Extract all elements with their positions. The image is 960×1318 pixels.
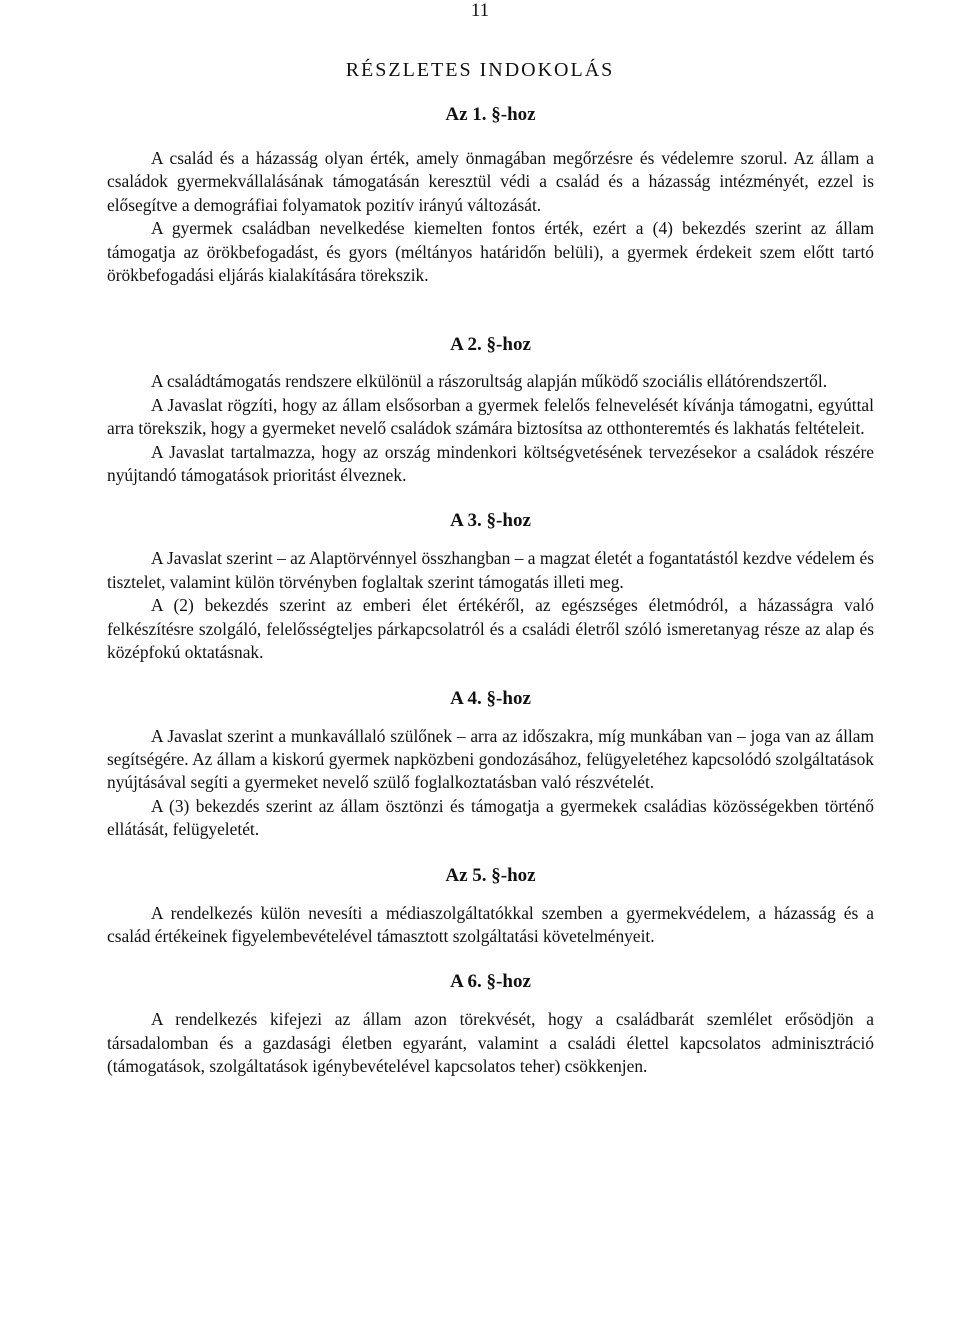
paragraph: A Javaslat tartalmazza, hogy az ország mindenkori költségvetésének tervezésekor a családok részére nyújtandó támogatások prioritást élveznek. [107, 441, 874, 486]
section-heading: A 4. §-hoz [450, 687, 531, 709]
section-1 [107, 103, 874, 287]
section-5 [107, 864, 874, 949]
section-3 [107, 509, 874, 664]
paragraph: A rendelkezés kifejezi az állam azon törekvését, hogy a családbarát szemlélet erősödjön a társadalomban és a gazdasági életben egyaránt, valamint a családi élettel kapcsolatos adminisztráció (támogatások, szolgáltatások igénybevételével kapcsolatos teher) csökkenjen. [107, 1009, 874, 1077]
section-6 [107, 970, 874, 1078]
section-heading: A 2. §-hoz [450, 334, 531, 356]
paragraph: A Javaslat rögzíti, hogy az állam elsősorban a gyermek felelős felnevelését kívánja támogatni, egyúttal arra törekszik, hogy a gyermeket nevelő családok számára biztosítsa az otthonteremtés és lakhatás feltételeit. [107, 394, 874, 439]
paragraph: A (3) bekezdés szerint az állam ösztönzi és támogatja a gyermekek családias közösségekben történő ellátását, felügyeletét. [107, 795, 874, 840]
paragraph: A Javaslat szerint – az Alaptörvénnyel összhangban – a magzat életét a fogantatástól kezdve védelem és tisztelet, valamint külön törvényben foglaltak szerint támogatás illeti meg. [107, 548, 874, 592]
paragraph: A (2) bekezdés szerint az emberi élet értékéről, az egészséges életmódról, a házasságra való felkészítésre szolgáló, felelősségteljes párkapcsolatról és a családi életről szóló ismeretanyag része az alap és középfokú oktatásnak. [107, 595, 874, 663]
paragraph: A Javaslat szerint a munkavállaló szülőnek – arra az időszakra, míg munkában van – joga van az állam segítségére. Az állam a kiskorú gyermek napközbeni gondozásához, felügyeletéhez kapcsolódó szolgáltatások nyújtásával segíti a gyermeket nevelő szülő foglalkoztatásban való részvételét. [107, 725, 874, 793]
section-heading: A 6. §-hoz [450, 971, 531, 993]
page-number: 11 [470, 0, 490, 21]
section-heading: Az 5. §-hoz [445, 864, 536, 886]
document-title: RÉSZLETES INDOKOLÁS [345, 59, 615, 81]
section-4 [107, 687, 874, 842]
section-2 [107, 333, 874, 487]
document-body [107, 103, 874, 1079]
paragraph: A gyermek családban nevelkedése kiemelten fontos érték, ezért a (4) bekezdés szerint az állam támogatja az örökbefogadást, és gyors (méltányos határidőn belüli), a gyermek érdekeit szem előtt tartó örökbefogadási eljárás kialakítására törekszik. [107, 218, 874, 286]
paragraph: A család és a házasság olyan érték, amely önmagában megőrzésre és védelemre szorul. Az állam a családok gyermekvállalásának támogatásán keresztül védi a család és a házasság intézményét, ezzel is elősegítve a demográfiai folyamatok pozitív irányú változását. [107, 148, 874, 215]
section-heading: Az 1. §-hoz [445, 104, 536, 125]
paragraph: A családtámogatás rendszere elkülönül a rászorultság alapján működő szociális ellátórendszertől. [151, 371, 828, 392]
paragraph: A rendelkezés külön nevesíti a médiaszolgáltatókkal szemben a gyermekvédelem, a házasság és a család értékeinek figyelembevételével támasztott szolgáltatási követelményeit. [107, 902, 874, 946]
section-heading: A 3. §-hoz [450, 510, 531, 532]
